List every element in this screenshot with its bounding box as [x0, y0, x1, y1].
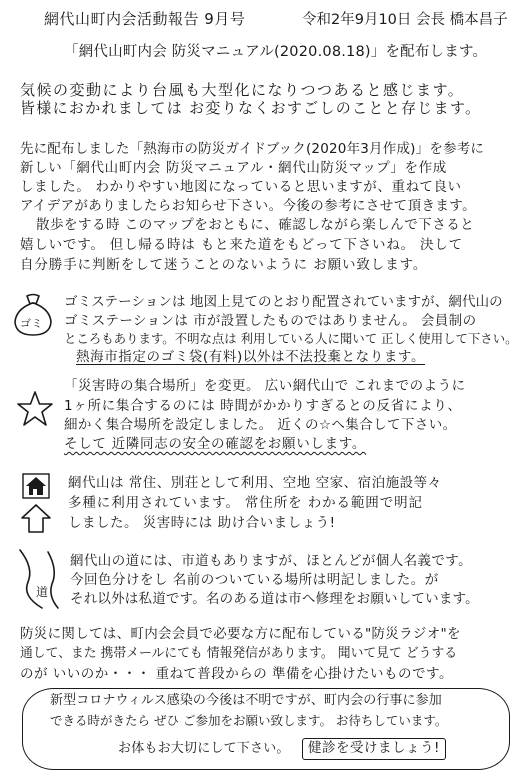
health-check-box: 健診を受けましょう! [302, 738, 446, 760]
garbage-bag-icon [10, 292, 56, 338]
house-arrow-icon [18, 472, 54, 534]
road-line: 網代山の道には、市道もありますが、ほとんどが個人名義です。 [70, 553, 473, 569]
assembly-line: 「災害時の集合場所」を変更。 広い網代山で これまでのように [64, 378, 466, 394]
road-icon [12, 548, 66, 610]
radio-line: のが いいのか・・・ 重ねて普段からの 準備を心掛けたいものです。 [20, 666, 453, 682]
body-line: 先に配布しました「熱海市の防災ガイドブック(2020年3月作成)」を参考に [20, 141, 485, 157]
garbage-line: ゴミステーションは 市が設置したものではありません。 会員制の [64, 313, 477, 329]
road-line: 今回色分けをし 名前のついている場所は明記しました。が [70, 572, 439, 588]
residence-line: しました。 災害時には 助け合いましょう! [68, 515, 336, 531]
residence-line: 多種に利用されています。 常住所を わかる範囲で明記 [68, 495, 423, 511]
date-author: 令和2年9月10日 会長 橋本昌子 [302, 12, 508, 28]
greeting-line: 気候の変動により台風も大型化になりつつあると感じます。 [20, 81, 465, 99]
road-icon-label: 道 [36, 585, 49, 599]
distribution-line: 「網代山町内会 防災マニュアル(2020.08.18)」を配布します。 [64, 44, 488, 60]
radio-line: 通して、また 携帯メールにても 情報発信があります。 聞いて見て どうする [20, 646, 458, 661]
closing-line: お体もお大切にして下さい。 [118, 741, 290, 756]
assembly-line: そして 近隣同志の安全の確認をお願いします。 [64, 436, 367, 452]
body-line: 新しい「網代山町内会 防災マニュアル・網代山防災マップ」を作成 [20, 160, 447, 176]
body-line: 嬉しいです。 但し帰る時は もと来た道をもどって下さいね。 決して [20, 237, 463, 253]
residence-line: 網代山は 常住、別荘として利用、空地 空家、宿泊施設等々 [68, 475, 442, 491]
star-icon [16, 390, 54, 428]
garbage-icon-label: ゴミ [20, 317, 43, 330]
report-title: 網代山町内会活動報告 9月号 [44, 10, 246, 28]
greeting-line: 皆様におかれましては お変りなくおすごしのことと存じます。 [20, 99, 482, 117]
closing-line: できる時がきたら ぜひ ご参加をお願い致します。 お待ちしています。 [50, 713, 448, 728]
closing-line: 新型コロナウィルス感染の今後は不明ですが、町内会の行事に参加 [50, 693, 442, 708]
body-line: アイデアがありましたらお知らせ下さい。今後の参考にさせて頂きます。 [20, 198, 476, 214]
garbage-line: ところもあります。不明な点は 利用している人に聞いて 正しく使用して下さい。 [64, 331, 518, 346]
assembly-line: 細かく集合場所を設定しました。 近くの☆へ集合して下さい。 [64, 417, 457, 433]
body-line: 自分勝手に判断をして迷うことのないように お願い致します。 [20, 257, 428, 273]
road-line: それ以外は私道です。名のある道は市へ修理をお願いしています。 [70, 591, 479, 607]
radio-line: 防災に関しては、町内会会員で必要な方に配布している"防災ラジオ"を [20, 626, 461, 642]
garbage-line: 熱海市指定のゴミ袋(有料)以外は不法投棄となります。 [76, 349, 426, 365]
assembly-line: 1ヶ所に集合するのには 時間がかかりすぎるとの反省により、 [64, 398, 462, 414]
garbage-line: ゴミステーションは 地図上見てのとおり配置されていますが、網代山の [64, 294, 503, 310]
body-line: しました。 わかりやすい地図になっていると思いますが、重ねて良い [20, 179, 462, 195]
body-line: 散歩をする時 このマップをおともに、確認しながら楽しんで下さると [36, 217, 475, 233]
